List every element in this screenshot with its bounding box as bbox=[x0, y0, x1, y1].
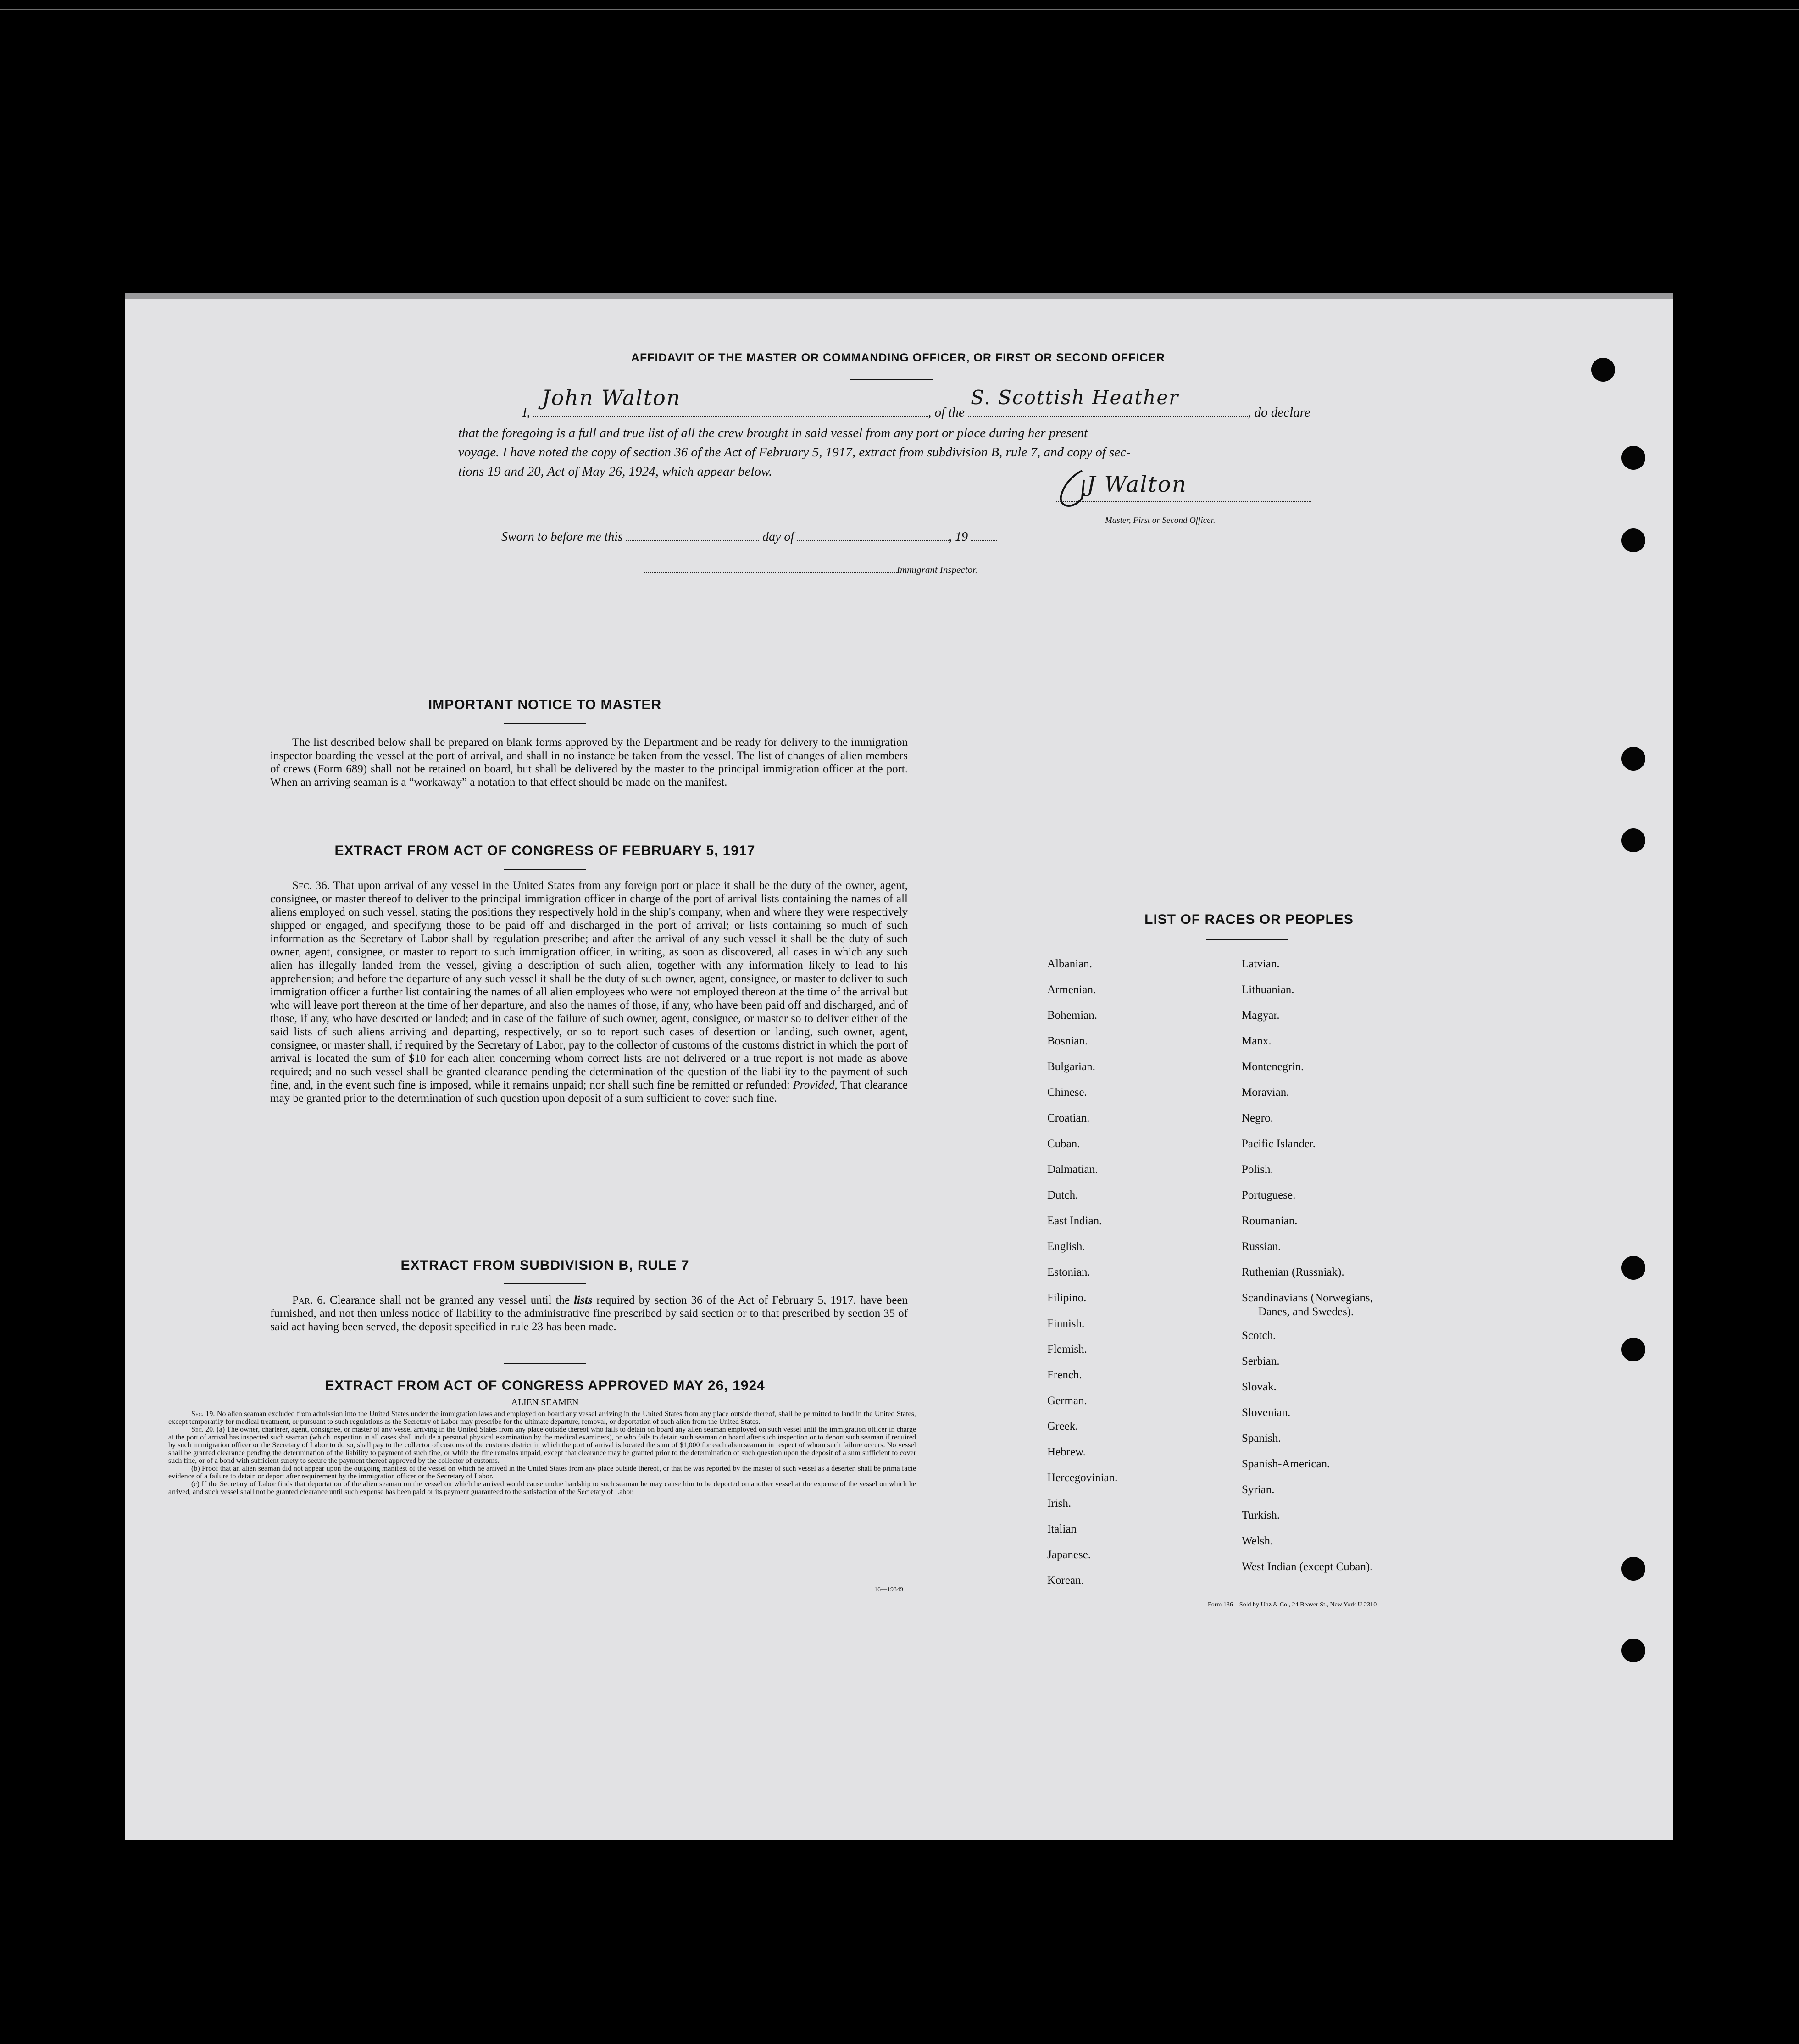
proviso-text: That clearance may be granted prior to the determination of such question upon deposit of a sum sufficient to cover such fine. bbox=[270, 1079, 908, 1105]
inspector-line bbox=[644, 564, 977, 576]
sworn-line bbox=[501, 528, 997, 547]
divider bbox=[504, 723, 586, 724]
race-item: West Indian (except Cuban). bbox=[1242, 1561, 1373, 1573]
paragraph-text-a: Clearance shall not be granted any vessel until the bbox=[329, 1294, 570, 1306]
binder-hole bbox=[1621, 1639, 1645, 1662]
race-item: Japanese. bbox=[1047, 1549, 1091, 1561]
race-item: Hebrew. bbox=[1047, 1446, 1086, 1458]
race-item: Scandinavians (Norwegians, bbox=[1242, 1292, 1373, 1304]
race-item: Finnish. bbox=[1047, 1317, 1085, 1330]
inspector-signature-field bbox=[644, 566, 897, 573]
race-item: Scotch. bbox=[1242, 1329, 1276, 1342]
sworn-prefix: Sworn to before me this bbox=[501, 530, 623, 544]
race-item: Danes, and Swedes). bbox=[1258, 1305, 1354, 1318]
notice-body: The list described below shall be prepared on blank forms approved by the Department and be ready for delivery to the immigration inspector boarding the vessel at the port of arrival, and shall in no instance be taken from the vessel. The list of changes of alien members of crews (Form 689) shall not be retained on board, but shall be delivered by the master to the principal immigration officer at the port. When an arriving seaman is a “workaway” a notation to that effect should be made on the manifest. bbox=[270, 736, 908, 789]
sworn-day-field bbox=[626, 529, 759, 541]
scanner-edge-line bbox=[0, 9, 1799, 10]
extract-1917-body bbox=[270, 879, 908, 1105]
vessel-name-field bbox=[968, 386, 1248, 417]
binder-hole bbox=[1621, 1557, 1645, 1581]
race-item: Filipino. bbox=[1047, 1292, 1087, 1304]
section-19-label: Sec. 19. bbox=[191, 1410, 215, 1418]
races-title: LIST OF RACES OR PEOPLES bbox=[1144, 912, 1354, 927]
form-note: Form 136—Sold by Unz & Co., 24 Beaver St., New York U 2310 bbox=[1208, 1601, 1377, 1608]
race-item: Magyar. bbox=[1242, 1009, 1280, 1022]
section-label: Sec. 36. bbox=[292, 879, 330, 892]
page-top-edge bbox=[125, 293, 1673, 299]
race-item: Bohemian. bbox=[1047, 1009, 1098, 1022]
race-item: Irish. bbox=[1047, 1497, 1072, 1510]
signature-area bbox=[1055, 470, 1311, 511]
binder-hole bbox=[1621, 1256, 1645, 1280]
extract-1924-body bbox=[168, 1410, 916, 1496]
race-item: Italian bbox=[1047, 1523, 1077, 1535]
handwritten-vessel-name: S. Scottish Heather bbox=[971, 386, 1179, 409]
declaration-suffix: , do declare bbox=[1248, 405, 1310, 420]
race-item: Greek. bbox=[1047, 1420, 1078, 1433]
divider bbox=[504, 869, 586, 870]
sworn-day-label: day of bbox=[762, 530, 794, 544]
inspector-label: Immigrant Inspector. bbox=[897, 564, 978, 575]
race-item: Chinese. bbox=[1047, 1086, 1087, 1099]
declaration-of: , of the bbox=[928, 405, 965, 420]
race-item: Negro. bbox=[1242, 1112, 1273, 1124]
binder-hole bbox=[1591, 358, 1615, 382]
declaration-line-2: that the foregoing is a full and true list of all the crew brought in said vessel from any port or place during her present bbox=[458, 426, 1088, 440]
section-20-label: Sec. 20. bbox=[191, 1426, 215, 1433]
race-item: Albanian. bbox=[1047, 958, 1092, 970]
print-code: 16—19349 bbox=[874, 1586, 903, 1593]
section-19-text: No alien seaman excluded from admission into the United States under the immigration laws and employed on board any vessel arriving in the United States from any place outside thereof, shall be permitted to land in the United States, except temporarily for medical treatment, or pursuant to such regulations as the Secretary of Labor may prescribe for the ultimate departure, removal, or deportation of such alien from the United States. bbox=[168, 1410, 916, 1426]
races-left-column bbox=[1047, 951, 1117, 1594]
divider bbox=[850, 379, 933, 380]
declaration-prefix: I, bbox=[522, 405, 530, 420]
race-item: Dalmatian. bbox=[1047, 1163, 1098, 1176]
handwritten-master-name: John Walton bbox=[542, 385, 681, 410]
extract-1924-title: EXTRACT FROM ACT OF CONGRESS APPROVED MAY 26, 1924 bbox=[325, 1378, 765, 1393]
race-item: French. bbox=[1047, 1369, 1082, 1381]
race-item: Slovenian. bbox=[1242, 1406, 1291, 1419]
race-item: Roumanian. bbox=[1242, 1215, 1298, 1227]
race-item: Korean. bbox=[1047, 1574, 1084, 1587]
races-right-column bbox=[1242, 951, 1373, 1580]
race-item: Turkish. bbox=[1242, 1509, 1280, 1522]
race-item: Serbian. bbox=[1242, 1355, 1280, 1367]
binder-hole bbox=[1621, 1338, 1645, 1361]
paragraph-label: Par. 6. bbox=[292, 1294, 326, 1306]
race-item: Russian. bbox=[1242, 1240, 1281, 1253]
race-item: Flemish. bbox=[1047, 1343, 1087, 1355]
race-item: Cuban. bbox=[1047, 1138, 1080, 1150]
race-item: Syrian. bbox=[1242, 1483, 1275, 1496]
divider bbox=[1206, 939, 1288, 940]
race-item: Latvian. bbox=[1242, 958, 1280, 970]
binder-hole bbox=[1621, 828, 1645, 852]
race-item: Welsh. bbox=[1242, 1535, 1273, 1547]
sworn-year-label: , 19 bbox=[949, 530, 968, 544]
race-item: Montenegrin. bbox=[1242, 1061, 1304, 1073]
affidavit-title: AFFIDAVIT OF THE MASTER OR COMMANDING OFFICER, OR FIRST OR SECOND OFFICER bbox=[631, 351, 1166, 364]
race-item: Ruthenian (Russniak). bbox=[1242, 1266, 1344, 1278]
extract-1917-title: EXTRACT FROM ACT OF CONGRESS OF FEBRUARY 5, 1917 bbox=[334, 843, 755, 858]
race-item: Spanish-American. bbox=[1242, 1458, 1330, 1470]
race-item: Portuguese. bbox=[1242, 1189, 1296, 1201]
binder-hole bbox=[1621, 446, 1645, 470]
proviso-label: Provided, bbox=[793, 1079, 838, 1091]
divider bbox=[504, 1283, 586, 1284]
declaration-line-1 bbox=[504, 385, 1458, 422]
subdivision-title: EXTRACT FROM SUBDIVISION B, RULE 7 bbox=[400, 1258, 689, 1273]
race-item: English. bbox=[1047, 1240, 1085, 1253]
race-item: Manx. bbox=[1242, 1035, 1272, 1047]
section-20b-text: (b) Proof that an alien seaman did not appear upon the outgoing manifest of the vessel on which he arrived in the United States from any place outside thereof, or that he was reported by the master of such vessel as a deserter, shall be prima facie evidence of a failure to detain or deport after requirement by the immigration officer or the Secretary of Labor. bbox=[168, 1465, 916, 1480]
race-item: Polish. bbox=[1242, 1163, 1273, 1176]
paragraph-text-b: required by section 36 of the Act of February 5, 1917, have been furnished, and not then unless notice of liability to the administrative fine prescribed by said section or to that prescribed by section 35 of said act having been served, the deposit specified in rule 23 has been made. bbox=[270, 1294, 908, 1333]
race-item: Estonian. bbox=[1047, 1266, 1090, 1278]
section-36-text: That upon arrival of any vessel in the United States from any foreign port or place it shall be the duty of the owner, agent, consignee, or master thereof to deliver to the principal immigration officer in charge of the port of arrival lists containing the names of all aliens employed on such vessel, stating the positions they respectively hold in the ship's company, when and where they were respectively shipped or engaged, and specifying those to be paid off and discharged in the port of arrival; or lists containing so much of such information as the Secretary of Labor shall by regulation prescribe; and after the arrival of any such vessel it shall be the duty of such owner, agent, consignee, or master to report to such immigration officer, in writing, as soon as discovered, all cases in which any such alien has illegally landed from the vessel, giving a description of such alien, together with any information likely to lead to his apprehension; and before the departure of any such vessel it shall be the duty of such owner, agent, consignee, or master to deliver to such immigration officer a further list containing the names of all alien employees who were not employed thereon at the time of the arrival but who will leave port thereon at the time of her departure, and also the names of those, if any, who have been paid off and discharged, and of those, if any, who have deserted or landed; and in case of the failure of such owner, agent, consignee, or master so to deliver either of the said lists of such aliens arriving and departing, respectively, or so to report such cases of desertion or landing, such owner, agent, consignee, or master shall, if required by the Secretary of Labor, pay to the collector of customs of the customs district in which the port of arrival is located the sum of $10 for each alien concerning whom correct lists are not delivered or a true report is not made as above required; and no such vessel shall be granted clearance pending the determination of the question of the liability to the payment of such fine, and, in the event such fine is imposed, while it remains unpaid; nor shall such fine be remitted or refunded: bbox=[270, 879, 908, 1091]
binder-hole bbox=[1621, 528, 1645, 552]
race-item: Bulgarian. bbox=[1047, 1061, 1095, 1073]
sworn-year-field bbox=[971, 529, 997, 541]
section-20c-text: (c) If the Secretary of Labor finds that deportation of the alien seaman on the vessel on which he arrived would cause undue hardship to such seaman he may cause him to be deported on another vessel at the expense of the vessel on which he arrived, and such vessel shall not be granted clearance until such expense has been paid or its payment guaranteed to the satisfaction of the Secretary of Labor. bbox=[168, 1480, 916, 1496]
handwritten-signature: J Walton bbox=[1087, 472, 1187, 497]
subdivision-body bbox=[270, 1294, 908, 1333]
race-item: Pacific Islander. bbox=[1242, 1138, 1316, 1150]
declaration-line-3: voyage. I have noted the copy of section 36 of the Act of February 5, 1917, extract from subdivision B, rule 7, and copy of sec- bbox=[458, 445, 1131, 460]
race-item: Moravian. bbox=[1242, 1086, 1289, 1099]
document-page bbox=[125, 293, 1673, 1840]
race-item: Armenian. bbox=[1047, 983, 1096, 996]
race-item: Lithuanian. bbox=[1242, 983, 1294, 996]
master-name-field bbox=[533, 385, 928, 417]
race-item: Spanish. bbox=[1242, 1432, 1281, 1444]
divider bbox=[504, 1363, 586, 1364]
race-item: Hercegovinian. bbox=[1047, 1472, 1118, 1484]
race-item: Bosnian. bbox=[1047, 1035, 1088, 1047]
signer-title: Master, First or Second Officer. bbox=[1105, 516, 1216, 525]
section-20a-text: (a) The owner, charterer, agent, consignee, or master of any vessel arriving in the United States from any place outside thereof who fails to detain on board any alien seaman employed on such vessel until the immigration officer in charge at the port of arrival has inspected such seaman (which inspection in all cases shall include a personal physical examination by the medical examiners), or who fails to detain such seaman on board after such inspection or to deport such seaman if required by such immigration officer or the Secretary of Labor to do so, shall pay to the collector of customs of the customs district in which the port of arrival is located the sum of $1,000 for each alien seaman in respect of whom such failure occurs. No vessel shall be granted clearance pending the determination of the liability to payment of such fine, or while the fine remains unpaid, except that clearance may be granted prior to the determination of such question upon the deposit of a sum sufficient to cover such fine, or of a bond with sufficient surety to secure the payment thereof approved by the collector of customs. bbox=[168, 1426, 916, 1465]
race-item: Dutch. bbox=[1047, 1189, 1078, 1201]
extract-1924-subtitle: ALIEN SEAMEN bbox=[511, 1397, 579, 1407]
race-item: East Indian. bbox=[1047, 1215, 1102, 1227]
sworn-month-field bbox=[797, 529, 949, 541]
notice-title: IMPORTANT NOTICE TO MASTER bbox=[428, 697, 662, 712]
binder-hole bbox=[1621, 747, 1645, 771]
lists-word: lists bbox=[574, 1294, 593, 1306]
declaration-line-4: tions 19 and 20, Act of May 26, 1924, which appear below. bbox=[458, 464, 772, 479]
race-item: Slovak. bbox=[1242, 1381, 1277, 1393]
race-item: Croatian. bbox=[1047, 1112, 1090, 1124]
race-item: German. bbox=[1047, 1394, 1087, 1407]
